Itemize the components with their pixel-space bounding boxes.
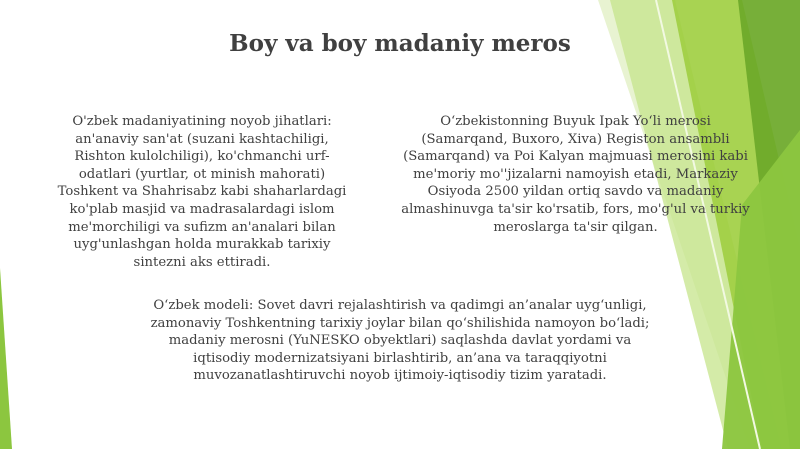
left-paragraph: O'zbek madaniyatining noyob jihatlari: an'anaviy san'at (suzani kashtachiligi, Rishton kulolchiligi), ko'chmanchi urf-odatlari (yurtlar, ot minish mahorati) Toshkent va Shahrisabz kabi shaharlardagi ko'plab masjid va madrasalardagi islom me'morchiligi va sufizm an'analari bilan uyg'unlashgan holda murakkab tarixiy sintezni aks ettiradi. bbox=[57, 114, 347, 270]
right-paragraph: O‘zbekistonning Buyuk Ipak Yo‘li merosi (Samarqand, Buxoro, Xiva) Registon ansambli (Samarqand) va Poi Kalyan majmuasi merosini kabi me'moriy mo''jizalarni namoyish etadi, Markaziy Osiyoda 2500 yildan ortiq savdo va madaniy almashinuvga ta'sir ko'rsatib, fors, mo'g'ul va turkiy meroslarga ta'sir qilgan. bbox=[401, 114, 750, 235]
bottom-paragraph: O‘zbek modeli: Sovet davri rejalashtirish va qadimgi an’analar uyg‘unligi, zamonaviy Toshkentning tarixiy joylar bilan qo‘shilishida namoyon bo‘ladi; madaniy merosni (YuNESKO obyektlari) saqlashda davlat yordami va iqtisodiy modernizatsiyani birlashtirib, an’ana va taraqqiyotni muvozanatlashtiruvchi noyob ijtimoiy-iqtisodiy tizim yaratadi. bbox=[150, 298, 650, 384]
deco-left-triangle bbox=[0, 268, 12, 449]
slide-title: Boy va boy madaniy meros bbox=[229, 30, 571, 57]
